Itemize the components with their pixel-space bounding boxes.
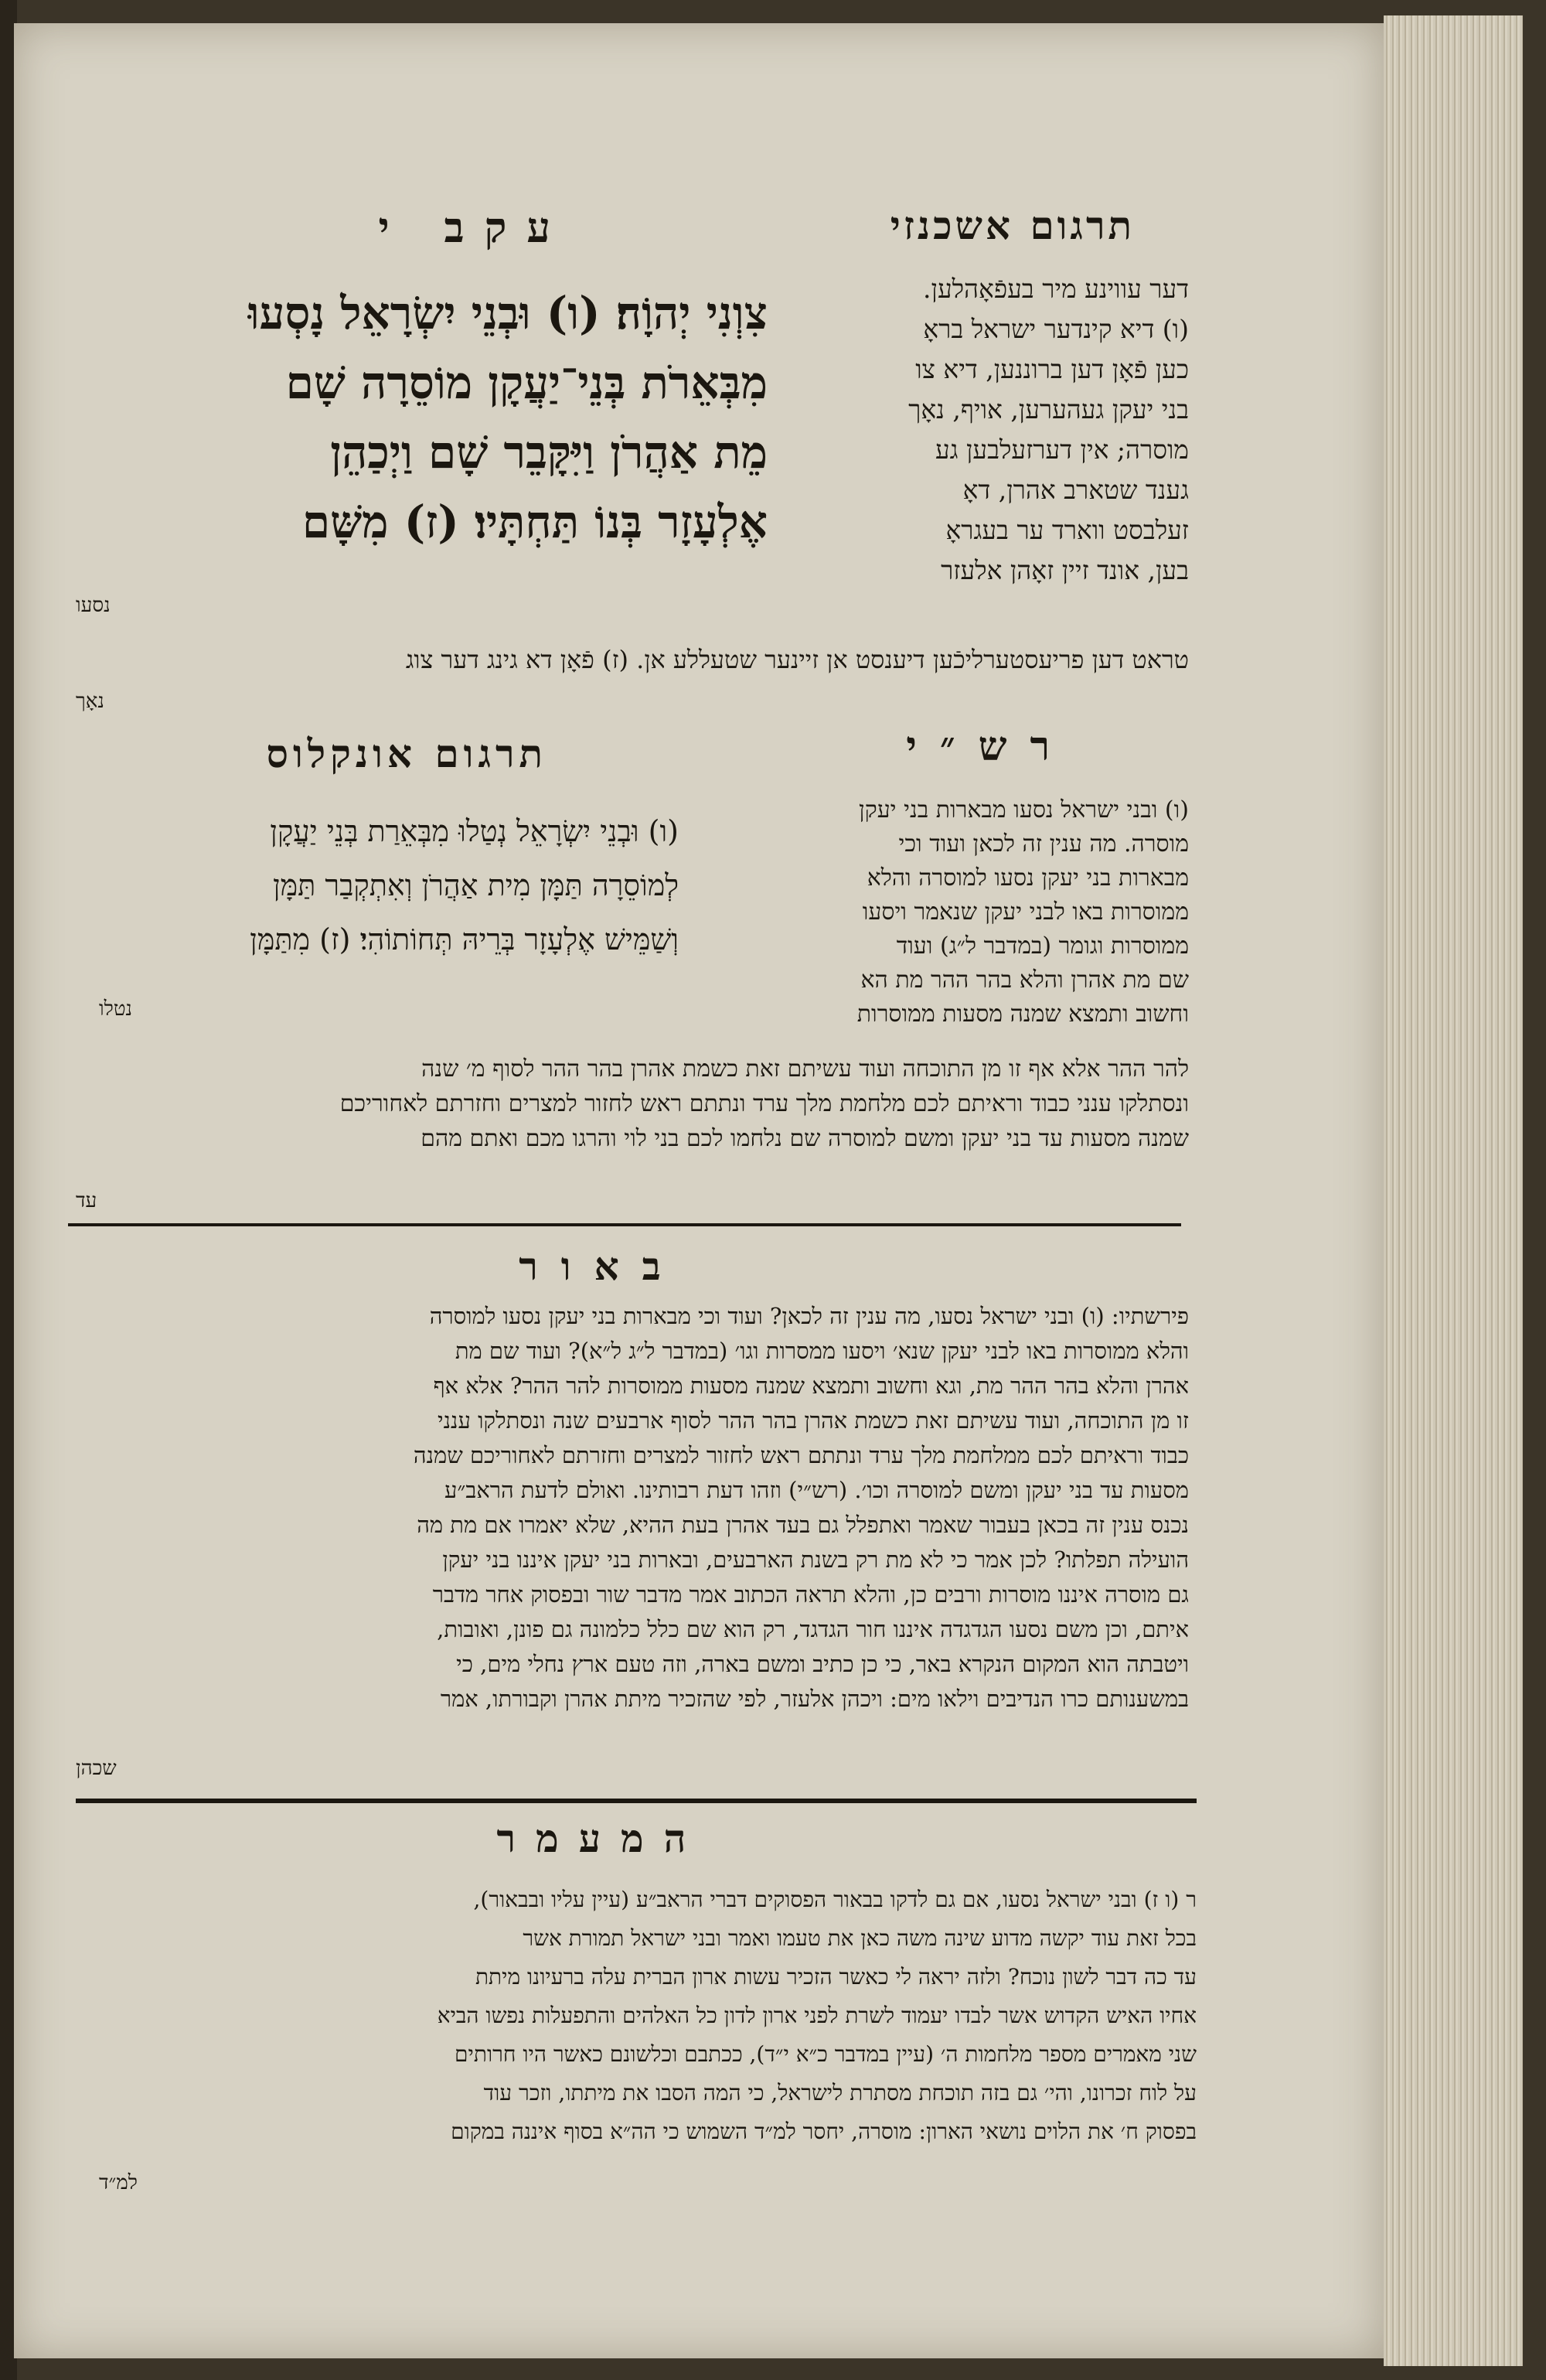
hameamer-body: [68, 1880, 1197, 2151]
hameamer-line: אחיו האיש הקדוש אשר לבדו יעמוד לשרת לפני ארון לדון כל האלהים והתפעלות נפשו הביא: [437, 2003, 1197, 2028]
torah-line: אֶלְעָזָר בְּנוֹ תַּחְתָּיו׃ (ז) מִשָּׁם: [301, 496, 768, 548]
hameamer-catchword: למ״ד: [99, 2171, 138, 2194]
targum-catchword: נאָך: [76, 690, 104, 713]
rashi-line: ממוסרות וגומר (במדבר ל״ג) ועוד: [896, 933, 1189, 960]
targum-full-line: טראט דען פריעסטערליכֿען דיענסט אן זיינער שטעללע אן. (ז) פֿאָן דא גינג דער צוג: [405, 645, 1189, 674]
targum-line: (ו) דיא קינדער ישראל בראָ: [923, 314, 1189, 344]
onkelos-line: (ו) וּבְנֵי יִשְׂרָאֵל נְטַלוּ מִבְּאֵרַת בְּנֵי יַעֲקָן: [270, 814, 679, 848]
targum-line: דער עווינע מיר בעפֿאָהלען.: [923, 274, 1189, 304]
hameamer-line: בכל זאת עוד יקשה מדוע שינה משה כאן את טעמו ואמר ובני ישראל תמורת אשר: [523, 1925, 1197, 1951]
rashi-title: רש״י: [906, 723, 1073, 770]
page-edges: [1384, 15, 1523, 2366]
biur-line: במשענותם כרו הנדיבים וילאו מים: ויכהן אלעזר, לפי שהזכיר מיתת אהרן וקבורתו, אמר: [440, 1686, 1189, 1712]
rashi-line: מבארות בני יעקן נסעו למוסרה והלא: [867, 864, 1189, 892]
biur-line: איתם, וכן משם נסעו הגדגדה איננו חור הגדגד, רק הוא שם כלל כלמונה גם פונן, ואובות,: [437, 1616, 1189, 1642]
onkelos-line: וְשַׁמֵּישׁ אֶלְעָזָר בְּרֵיהּ תְּחוֹתוֹהִי׃ (ז) מִתַּמָּן: [250, 922, 679, 956]
biur-line: פירשתיו: (ו) ובני ישראל נסעו, מה ענין זה לכאן? ועוד וכי מבארות בני יעקן נסעו למוסרה: [429, 1303, 1189, 1329]
rashi-catchword: עד: [76, 1189, 97, 1212]
rashi-full-line: שמנה מסעות עד בני יעקן ומשם למוסרה שם נלחמו לכם בני לוי והרגו מכם ואתם מהם: [421, 1125, 1189, 1152]
hameamer-title: המעמר: [496, 1816, 707, 1861]
biur-line: ויטבתה הוא המקום הנקרא באר, כי כן כתיב ומשם בארה, וזה טעם ארץ נחלי מים, כי: [456, 1651, 1189, 1677]
biur-line: אהרן והלא בהר ההר מת, וגא וחשוב ותמצא שמנה מסעות ממוסרות להר ההר? אלא אף: [433, 1372, 1189, 1399]
targum-line: בען, אונד זיין זאָהן אלעזר: [941, 555, 1189, 585]
targum-line: זעלבסט ווארד ער בעגראָ: [945, 515, 1189, 545]
targum-ashkenazi-column: [779, 269, 1189, 591]
rashi-line: מוסרה. מה ענין זה לכאן ועוד וכי: [898, 830, 1189, 858]
rashi-column: [694, 793, 1189, 1031]
torah-line: מֵת אַהֲרֹן וַיִּקָּבֵר שָׁם וַיְכַהֵן: [330, 426, 768, 479]
rashi-line: ממוסרות באו לבני יעקן שנאמר ויסעו: [862, 898, 1189, 926]
onkelos-column: [60, 804, 679, 967]
biur-line: מסעות עד בני יעקן ומשם למוסרה וכו׳. (רש״י) וזהו דעת רבותינו. ואולם לדעת הראב״ע: [444, 1477, 1189, 1503]
rashi-line: (ו) ובני ישראל נסעו מבארות בני יעקן: [859, 796, 1189, 823]
torah-line: מִבְּאֵרֹת בְּנֵי־יַעֲקָן מוֹסֵרָה שָׁם: [285, 356, 768, 409]
hameamer-line: ר (ו ז) ובני ישראל נסעו, אם גם לדקו בבאור הפסוקים דברי הראב״ע (עיין עליו ובבאור),: [473, 1887, 1197, 1912]
rashi-line: שם מת אהרן והלא בהר ההר מת הא: [860, 967, 1189, 994]
rashi-full-width: [68, 1052, 1189, 1156]
book-page: [14, 23, 1384, 2358]
biur-line: כבוד וראיתם לכם ממלחמת מלך ערד ונתתם ראש לחזור למצרים וחזרתם לאחוריכם שמנה: [413, 1442, 1189, 1468]
hameamer-line: בפסוק ח׳ את הלוים נושאי הארון: מוסרה, יחסר למ״ד השמוש כי הה״א בסוף איננה במקום: [451, 2119, 1197, 2144]
biur-line: והלא ממוסרות באו לבני יעקן שנא׳ ויסעו ממסרות וגו׳ (במדבר ל״ג ל״א)? ועוד שם מת: [455, 1338, 1189, 1364]
biur-title: באור: [519, 1243, 684, 1289]
biur-line: הועילה תפלתו? לכן אמר כי לא מת רק בשנת הארבעים, ובארות בני יעקן איננו בני יעקן: [442, 1546, 1189, 1573]
targum-line: כען פֿאָן דען ברוננען, דיא צו: [915, 354, 1189, 384]
torah-catchword: נסעו: [76, 594, 111, 617]
header-center-title: עקב י: [378, 203, 570, 252]
targum-line: בני יעקן געהערען, אויף, נאָך: [908, 394, 1189, 425]
onkelos-catchword: נטלו: [99, 997, 132, 1021]
torah-line: צִוְנִי יְהוָֹה׃ (ו) וּבְנֵי יִשְׂרָאֵל נָסְעוּ: [247, 287, 768, 339]
targum-line: גענד שטארב אהרן, דאָ: [962, 475, 1189, 505]
targum-line: מוסרה; אין דערזעלבען גע: [935, 435, 1189, 465]
torah-text-block: [45, 278, 768, 557]
rashi-full-line: להר ההר אלא אף זו מן התוכחה ועוד עשיתם זאת כשמת אהרן בהר ההר לסוף מ׳ שנה: [421, 1055, 1189, 1083]
header-right-title: תרגום אשכנזי: [890, 203, 1135, 248]
biur-line: גם מוסרה איננו מוסרות ורבים כן, והלא תראה הכתוב אמר מדבר שור ובפסוק אחר מדבר: [432, 1581, 1189, 1608]
divider-rule: [68, 1223, 1181, 1226]
biur-body: [68, 1299, 1189, 1717]
divider-rule-2: [76, 1799, 1197, 1803]
biur-line: זו מן התוכחה, ועוד עשיתם זאת כשמת אהרן בהר ההר לסוף ארבעים שנה ונסתלקו ענני: [438, 1407, 1189, 1434]
hameamer-line: על לוח זכרונו, והי׳ גם בזה תוכחת מסתרת לישראל, כי המה הסבו את מיתתו, וזכר עוד: [483, 2080, 1197, 2106]
hameamer-line: שני מאמרים מספר מלחמות ה׳ (עיין במדבר כ״א י״ד), ככתבם וכלשונם כאשר היו חרותים: [455, 2041, 1197, 2067]
rashi-line: וחשוב ותמצא שמנה מסעות ממוסרות: [856, 1001, 1189, 1028]
onkelos-title: תרגום אונקלוס: [266, 731, 547, 776]
hameamer-line: עד כה דבר לשון נוכח? ולזה יראה לי כאשר הזכיר עשות ארון הברית עלה ברעיונו מיתת: [475, 1964, 1197, 1990]
biur-catchword: שכהן: [76, 1757, 117, 1780]
biur-line: נכנס ענין זה בכאן בעבור שאמר ואתפלל גם בעד אהרן בעת ההיא, שלא יאמרו אם מת מה: [417, 1512, 1189, 1538]
rashi-full-line: ונסתלקו ענני כבוד וראיתם לכם מלחמת מלך ערד ונתתם ראש לחזור למצרים וחזרתם לאחוריכם: [339, 1090, 1189, 1117]
onkelos-line: לְמוֹסֵרָה תַּמָּן מִית אַהֲרֹן וְאִתְקְבַר תַּמָּן: [272, 868, 679, 902]
